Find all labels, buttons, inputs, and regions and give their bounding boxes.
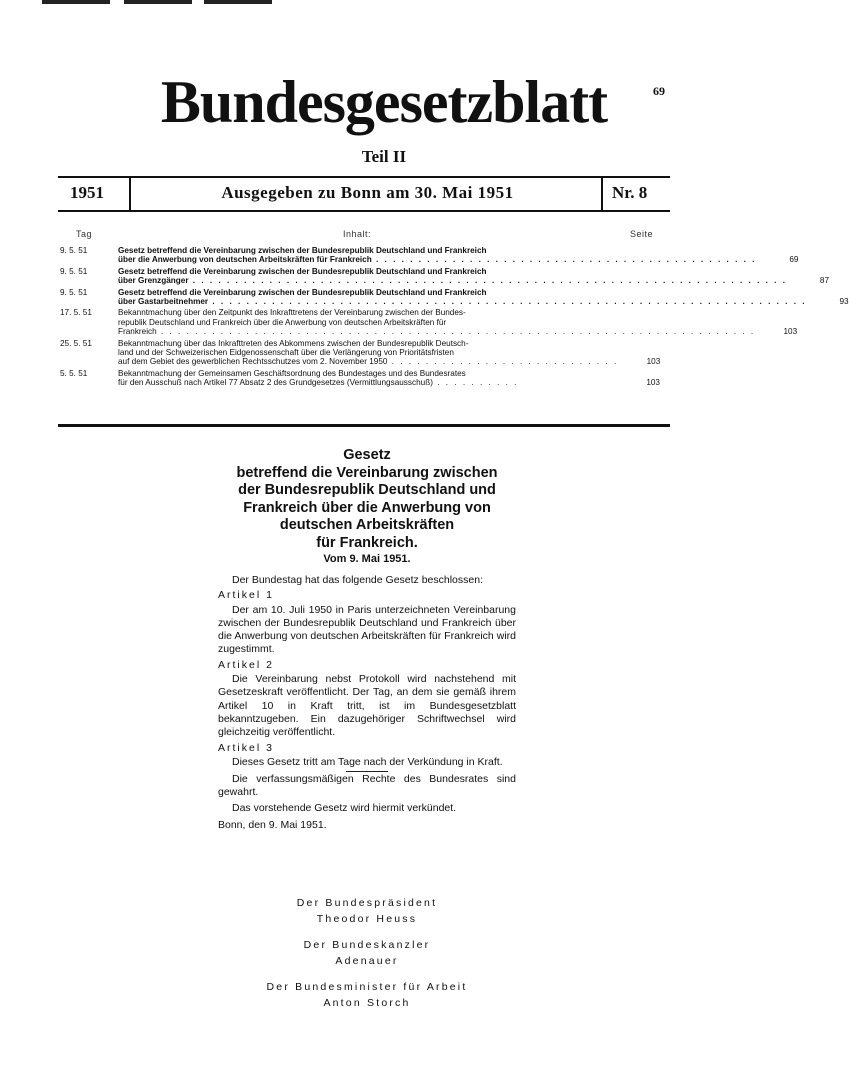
article-heading: Artikel 1 [218,589,274,602]
signature-block [218,937,516,969]
signatory-name: Adenauer [335,955,399,967]
toc-entry[interactable] [60,246,799,265]
header-rule-bottom [58,210,670,212]
toc-entry-line: für den Ausschuß nach Artikel 77 Absatz 2 des Grundgesetzes (Vermittlungsausschuß) [118,378,433,388]
toc-entry-line: land und der Schweizerischen Eidgenossenschaft über die Verlängerung von Prioritätsfristen [118,348,454,358]
law-title [218,447,516,552]
toc-page-header: Seite [630,229,654,239]
toc-entry-date: 9. 5. 51 [60,287,88,297]
toc-entry[interactable] [60,308,798,337]
law-title-line: Frankreich über die Anwerbung von [243,499,491,516]
header-divider-right [601,176,603,212]
toc-entry-page: 103 [783,327,798,337]
toc-entry-line: Bekanntmachung über das Inkrafttreten des Abkommens zwischen der Bundesrepublik Deutsch- [118,338,469,348]
leader-dots: . . . . . . . . . . . . . . . . . . . . . . . . . . . [387,357,619,367]
header-rule-top [58,176,670,178]
leader-dots: . . . . . . . . . . . . . . . . . . . . . . . . . . . . . . . . . . . . . . . . . . . . . . . . . . . . . . . . . . . . . . . . . . . . . . [156,327,756,337]
signature-block [218,979,516,1011]
leader-dots: . . . . . . . . . . . . . . . . . . . . . . . . . . . . . . . . . . . . . . . . . . . . . . . . . . . . . . . . . . . . . . . . . . . . . . [188,276,787,286]
toc-rule-bottom [58,424,670,427]
toc-entry-page: 87 [819,276,829,286]
issue-number: Nr. 8 [612,183,648,202]
article-text: Der am 10. Juli 1950 in Paris unterzeichneten Vereinbarung zwischen der Bundesrepublik Deutschland und Frankreich über die Anwerbung von deutschen Arbeitskräften für Frankreich wird zugestimmt. [218,603,516,656]
preamble: Der Bundestag hat das folgende Gesetz beschlossen: [232,574,483,586]
masthead-title: Bundesgesetzblatt [160,69,608,135]
signature-block [218,895,516,927]
article-heading: Artikel 2 [218,658,274,671]
toc-entry-line: über die Anwerbung von deutschen Arbeitskräften für Frankreich [118,255,372,265]
leader-dots: . . . . . . . . . . . . . . . . . . . . . . . . . . . . . . . . . . . . . . . . . . . . . [371,255,757,265]
toc-entry[interactable] [60,287,849,307]
toc-entry-page: 103 [646,357,661,367]
header-divider-left [129,176,131,212]
toc-entry-page: 103 [646,378,660,388]
leader-dots: . . . . . . . . . . [432,378,519,388]
separator-rule [346,771,388,772]
toc-entry-page: 69 [789,255,799,265]
article-heading: Artikel 3 [218,741,274,754]
law-body [218,574,516,834]
toc-entry-date: 25. 5. 51 [60,338,92,348]
toc-content-header: Inhalt: [343,229,372,239]
toc-entry-page: 93 [839,297,849,307]
law-title-line: der Bundesrepublik Deutschland und [238,482,496,498]
toc-entry-line: auf dem Gebiet des gewerblichen Rechtsschutzes vom 2. November 1950 [118,357,388,367]
law-title-line: deutschen Arbeitskräften [279,517,455,533]
toc-entry[interactable] [60,339,660,367]
toc-date-header: Tag [76,229,93,239]
toc-entry-line: Frankreich [118,327,157,337]
top-edge-marks [0,0,768,6]
signatory-name: Theodor Heuss [316,913,418,925]
law-date: Vom 9. Mai 1951. [323,553,411,565]
leader-dots: . . . . . . . . . . . . . . . . . . . . . . . . . . . . . . . . . . . . . . . . . . . . . . . . . . . . . . . . . . . . . . . . . . . . . . [208,297,807,307]
issue-date-line: Ausgegeben zu Bonn am 30. Mai 1951 [221,183,514,202]
promulgation-statement: Das vorstehende Gesetz wird hiermit verkündet. [232,801,457,814]
part-label: Teil II [361,147,407,166]
toc-entry-line: Bekanntmachung über den Zeitpunkt des Inkrafttretens der Vereinbarung zwischen der Bundes- [118,308,466,318]
toc-entry[interactable] [60,369,660,388]
toc-entry-date: 9. 5. 51 [60,246,88,255]
article-text: Die Vereinbarung nebst Protokoll wird nachstehend mit Gesetzeskraft veröffentlicht. Der Tag, an dem sie gemäß ihrem Artikel 10 in Kraft tritt, ist im Bundesgesetzblatt bekanntzugeben. Ein dazugehöriger Schriftwechsel wird gleichzeitig veröffentlicht. [218,673,516,739]
toc-entry-date: 17. 5. 51 [60,308,92,318]
law-title-line: Gesetz [343,447,391,463]
toc-entry-line: Gesetz betreffend die Vereinbarung zwischen der Bundesrepublik Deutschland und Frankreich [118,246,487,255]
rights-statement: Die verfassungsmäßigen Rechte des Bundesrates sind gewahrt. [218,773,516,799]
page-number: 69 [653,84,665,98]
signatory-office: Der Bundesminister für Arbeit [266,981,468,993]
place-date: Bonn, den 9. Mai 1951. [218,819,327,832]
signatory-name: Anton Storch [323,997,411,1009]
signatory-office: Der Bundeskanzler [303,939,431,951]
toc-entry-line: über Grenzgänger [118,276,189,286]
toc-entry-line: Gesetz betreffend die Vereinbarung zwischen der Bundesrepublik Deutschland und Frankreich [118,287,487,297]
toc-entry-line: über Gastarbeitnehmer [118,297,209,307]
article-text: Dieses Gesetz tritt am Tage nach der Verkündung in Kraft. [232,755,503,768]
toc-entry-line: Bekanntmachung der Gemeinsamen Geschäftsordnung des Bundestages und des Bundesrates [118,368,466,378]
toc-entry-line: republik Deutschland und Frankreich über die Anwerbung von deutschen Arbeitskräften für [118,317,447,327]
toc-entry-date: 9. 5. 51 [60,266,88,276]
toc-entry-date: 5. 5. 51 [60,368,88,378]
table-of-contents [60,246,849,390]
signatory-office: Der Bundespräsident [296,897,438,909]
law-title-line: betreffend die Vereinbarung zwischen [236,464,498,481]
toc-entry[interactable] [60,266,829,286]
toc-entry-line: Gesetz betreffend die Vereinbarung zwischen der Bundesrepublik Deutschland und Frankreich [118,266,487,276]
law-title-line: für Frankreich. [316,534,418,551]
issue-year: 1951 [70,183,104,202]
